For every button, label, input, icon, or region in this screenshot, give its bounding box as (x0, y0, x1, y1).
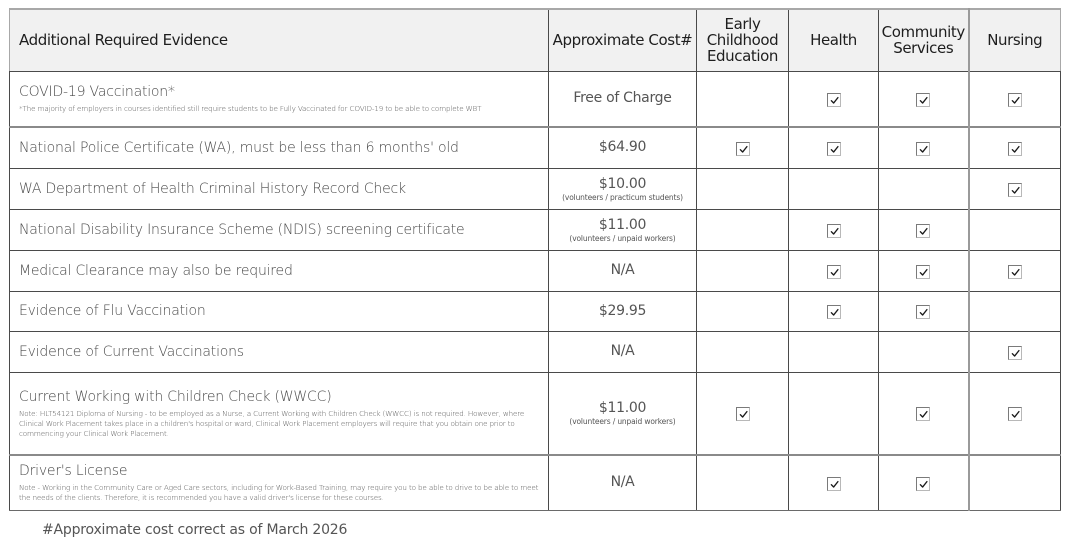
checkmark-icon (1011, 349, 1020, 358)
health-cell (789, 209, 879, 250)
community-services-cell (879, 291, 969, 331)
health-cell (789, 291, 879, 331)
checkmark-icon (1011, 410, 1020, 419)
checkmark-icon (830, 480, 839, 489)
checkmark-icon (1011, 186, 1020, 195)
table-row (10, 455, 1061, 510)
health-cell (789, 331, 879, 372)
checkmark-icon (739, 145, 748, 154)
evidence-title: Evidence of Flu Vaccination (19, 303, 206, 319)
evidence-cell (10, 71, 549, 127)
ece-cell (697, 455, 789, 510)
ece-cell (697, 168, 789, 209)
nursing-cell (969, 250, 1061, 291)
community-services-cell (879, 168, 969, 209)
checkbox-checked-icon (827, 142, 841, 156)
ece-cell (697, 331, 789, 372)
nursing-cell (969, 372, 1061, 455)
cost-cell (549, 372, 697, 455)
cost-amount: $10.00 (598, 175, 647, 192)
cost-amount: Free of Charge (573, 90, 672, 107)
checkbox-checked-icon (827, 477, 841, 491)
community-services-cell (879, 209, 969, 250)
table-row (10, 372, 1061, 455)
cost-note: (volunteers / practicum students) (562, 192, 683, 202)
health-cell (789, 168, 879, 209)
checkmark-icon (919, 227, 928, 236)
checkbox-checked-icon (1008, 183, 1022, 197)
ece-cell (697, 250, 789, 291)
evidence-table-container (9, 8, 1060, 511)
header-nursing: Nursing (969, 9, 1061, 71)
checkbox-checked-icon (827, 265, 841, 279)
checkbox-checked-icon (736, 407, 750, 421)
table-row (10, 331, 1061, 372)
checkbox-checked-icon (916, 93, 930, 107)
evidence-title: Driver's License (19, 463, 128, 480)
community-services-cell (879, 127, 969, 168)
evidence-cell (10, 209, 549, 250)
checkbox-checked-icon (916, 224, 930, 238)
health-cell (789, 250, 879, 291)
evidence-title: National Police Certificate (WA), must be less than 6 months' old (19, 139, 459, 156)
evidence-cell (10, 168, 549, 209)
cost-amount: N/A (610, 343, 635, 359)
checkmark-icon (830, 268, 839, 277)
checkbox-checked-icon (916, 477, 930, 491)
header-evidence: Additional Required Evidence (10, 9, 549, 71)
header-early-childhood-education: Early Childhood Education (697, 9, 789, 71)
checkbox-checked-icon (916, 142, 930, 156)
cost-amount: $64.90 (598, 139, 647, 156)
table-row (10, 127, 1061, 168)
evidence-title: National Disability Insurance Scheme (NDIS) screening certificate (19, 221, 465, 238)
evidence-title: Evidence of Current Vaccinations (19, 343, 244, 360)
cost-cell (549, 127, 697, 168)
checkmark-icon (1011, 96, 1020, 105)
checkmark-icon (830, 227, 839, 236)
cost-note: (volunteers / unpaid workers) (569, 233, 676, 243)
evidence-cell (10, 291, 549, 331)
nursing-cell (969, 71, 1061, 127)
cost-amount: $11.00 (598, 400, 647, 417)
cost-cell (549, 455, 697, 510)
checkmark-icon (830, 308, 839, 317)
cost-cell (549, 168, 697, 209)
checkbox-checked-icon (916, 407, 930, 421)
checkbox-checked-icon (1008, 407, 1022, 421)
checkbox-checked-icon (827, 305, 841, 319)
nursing-cell (969, 168, 1061, 209)
community-services-cell (879, 455, 969, 510)
evidence-title: COVID-19 Vaccination* (19, 84, 175, 101)
ece-cell (697, 71, 789, 127)
checkmark-icon (919, 480, 928, 489)
checkbox-checked-icon (827, 224, 841, 238)
checkbox-checked-icon (1008, 346, 1022, 360)
cost-footnote: #Approximate cost correct as of March 2026 (42, 522, 348, 538)
checkmark-icon (919, 308, 928, 317)
community-services-cell (879, 372, 969, 455)
nursing-cell (969, 127, 1061, 168)
checkbox-checked-icon (1008, 93, 1022, 107)
checkbox-checked-icon (736, 142, 750, 156)
evidence-title: Medical Clearance may also be required (19, 262, 293, 279)
checkbox-checked-icon (1008, 265, 1022, 279)
cost-cell (549, 250, 697, 291)
checkmark-icon (919, 268, 928, 277)
table-row (10, 71, 1061, 127)
health-cell (789, 372, 879, 455)
table-row (10, 209, 1061, 250)
checkmark-icon (919, 145, 928, 154)
community-services-cell (879, 331, 969, 372)
cost-note: (volunteers / unpaid workers) (569, 417, 676, 427)
table-row (10, 291, 1061, 331)
community-services-cell (879, 71, 969, 127)
evidence-requirements-table (9, 8, 1061, 511)
cost-cell (549, 291, 697, 331)
evidence-cell (10, 250, 549, 291)
table-row (10, 250, 1061, 291)
evidence-note: Note: HLT54121 Diploma of Nursing - to be employed as a Nurse, a Current Working with Children Check (WWCC) is not required. However, where Clinical Work Placement takes place in a children's hospital or ward, Clinical Work Placement employers will require that you obtain one prior to commencing your Clinical Work Placement. (19, 408, 525, 438)
header-health: Health (789, 9, 879, 71)
checkmark-icon (919, 410, 928, 419)
evidence-note: Note - Working in the Community Care or Aged Care sectors, including for Work-Based Training, may require you to be able to drive to be able to meet the needs of the clients. Therefore, it is recommended you have a valid driver's license for these courses. (19, 483, 539, 503)
nursing-cell (969, 291, 1061, 331)
ece-cell (697, 291, 789, 331)
evidence-cell (10, 331, 549, 372)
community-services-cell (879, 250, 969, 291)
checkbox-checked-icon (916, 305, 930, 319)
cost-cell (549, 71, 697, 127)
cost-amount: $29.95 (598, 302, 647, 319)
header-approximate-cost: Approximate Cost# (549, 9, 697, 71)
cost-cell (549, 331, 697, 372)
header-community-services: Community Services (879, 9, 969, 71)
cost-cell (549, 209, 697, 250)
checkbox-checked-icon (1008, 142, 1022, 156)
cost-amount: N/A (610, 262, 635, 278)
checkmark-icon (830, 96, 839, 105)
checkbox-checked-icon (827, 93, 841, 107)
health-cell (789, 455, 879, 510)
ece-cell (697, 209, 789, 250)
checkmark-icon (919, 96, 928, 105)
evidence-note: *The majority of employers in courses identified still require students to be Fully Vaccinated for COVID-19 to be able to complete WBT (19, 104, 482, 114)
ece-cell (697, 372, 789, 455)
health-cell (789, 71, 879, 127)
table-header-row (10, 9, 1061, 71)
nursing-cell (969, 209, 1061, 250)
nursing-cell (969, 331, 1061, 372)
checkmark-icon (1011, 268, 1020, 277)
evidence-title: Current Working with Children Check (WWCC) (19, 388, 332, 405)
cost-amount: N/A (610, 474, 635, 491)
cost-amount: $11.00 (598, 216, 647, 233)
ece-cell (697, 127, 789, 168)
checkbox-checked-icon (916, 265, 930, 279)
evidence-cell (10, 455, 549, 510)
checkmark-icon (830, 145, 839, 154)
evidence-cell (10, 372, 549, 455)
checkmark-icon (1011, 145, 1020, 154)
evidence-cell (10, 127, 549, 168)
health-cell (789, 127, 879, 168)
nursing-cell (969, 455, 1061, 510)
evidence-title: WA Department of Health Criminal History Record Check (19, 180, 406, 197)
table-row (10, 168, 1061, 209)
checkmark-icon (739, 410, 748, 419)
